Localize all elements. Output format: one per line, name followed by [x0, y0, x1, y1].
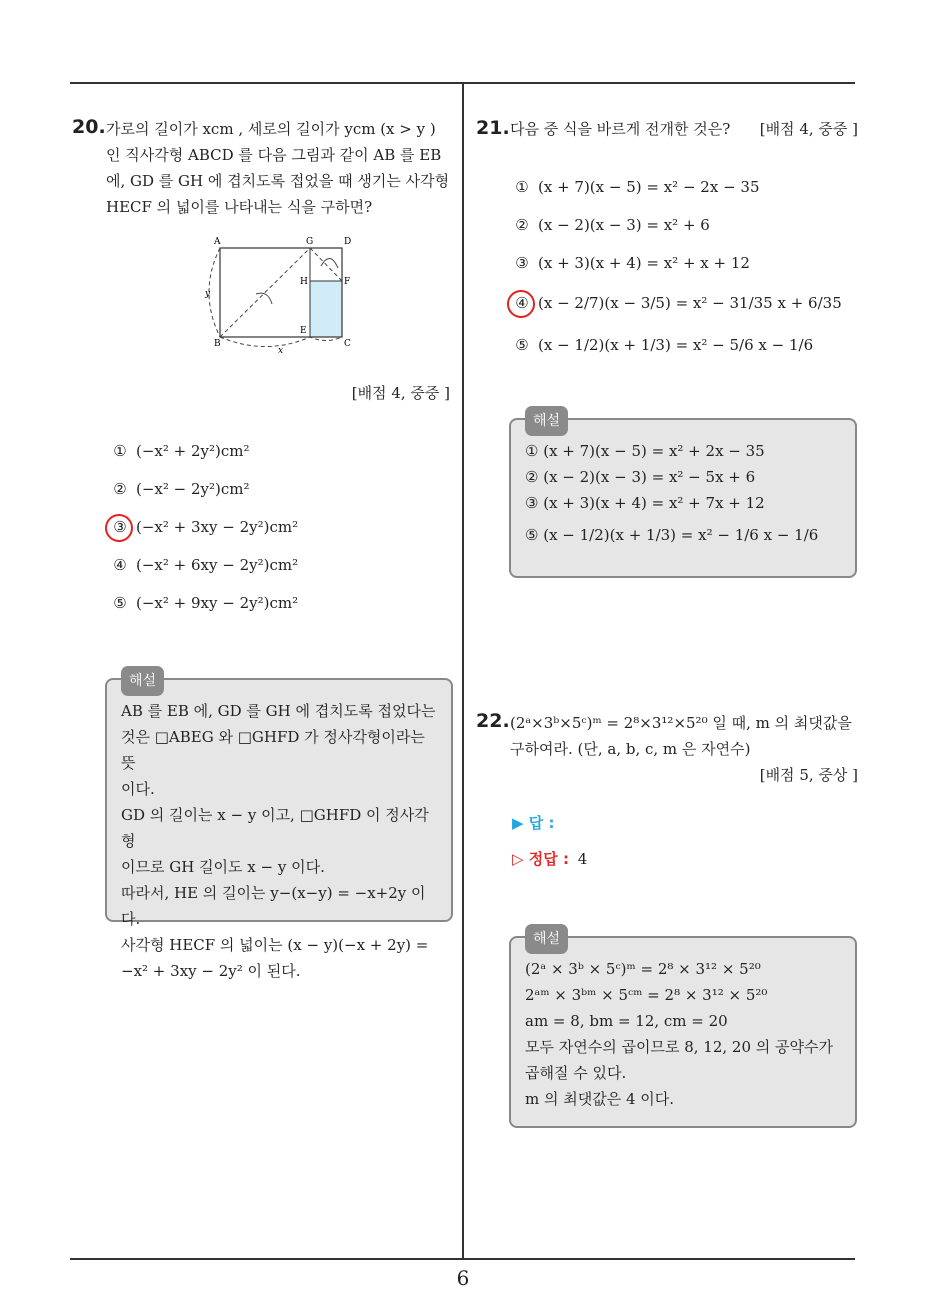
label-b: B	[214, 339, 221, 349]
solution-line: 이다.	[121, 780, 155, 798]
label-d: D	[344, 237, 352, 247]
label-e: E	[300, 326, 307, 336]
highlight-hecf	[310, 281, 342, 337]
question-line: 인 직사각형 ABCD 를 다음 그림과 같이 AB 를 EB	[106, 146, 442, 164]
choice-1[interactable]: ① (x + 7)(x − 5) = x² − 2x − 35	[515, 178, 760, 196]
fold-line-gf	[310, 248, 342, 281]
correct-answer	[512, 848, 587, 869]
choice-3[interactable]: ③ (−x² + 3xy − 2y²)cm²	[108, 508, 448, 546]
solution-line: AB 를 EB 에, GD 를 GH 에 겹치도록 접었다는	[121, 702, 436, 720]
solution-box-22	[509, 931, 857, 1128]
question-line: 에, GD 를 GH 에 겹치도록 접었을 때 생기는 사각형	[106, 172, 450, 190]
arc-diag	[256, 293, 272, 304]
question-text	[510, 710, 852, 736]
solution-line: 2ᵃᵐ × 3ᵇᵐ × 5ᶜᵐ = 2⁸ × 3¹² × 5²⁰	[525, 986, 768, 1004]
question-text: 다음 중 식을 바르게 전개한 것은?	[510, 120, 731, 138]
solution-line: 이므로 GH 길이도 x − y 이다.	[121, 858, 325, 876]
choice-2[interactable]: ② (x − 2)(x − 3) = x² + 6	[515, 216, 710, 234]
question-number: 22.	[476, 710, 510, 732]
points-20: [배점 4, 중중 ]	[351, 384, 450, 402]
question-text	[106, 116, 454, 142]
solution-box-21	[509, 413, 857, 578]
label-h: H	[300, 277, 308, 287]
points-22: [배점 5, 중상 ]	[759, 766, 858, 784]
question-line: 가로의 길이가 xcm , 세로의 길이가 ycm (x > y )	[106, 120, 436, 138]
choice-1[interactable]: ① (−x² + 2y²)cm²	[113, 442, 250, 460]
arc-left	[209, 248, 220, 337]
arc-corner	[321, 258, 338, 268]
rectangle-fold-figure	[196, 232, 366, 356]
label-x: x	[278, 346, 284, 356]
solution-box-20	[105, 673, 453, 980]
question-line: (2ᵃ×3ᵇ×5ᶜ)ᵐ = 2⁸×3¹²×5²⁰ 일 때, m 의 최댓값을	[510, 714, 852, 732]
answer-field[interactable]: ▶ 답 :	[512, 814, 555, 832]
question-number: 20.	[72, 116, 106, 138]
fold-line-bg	[220, 248, 310, 337]
question-22	[476, 710, 858, 788]
choice-3[interactable]: ③ (x + 3)(x + 4) = x² + x + 12	[515, 254, 750, 272]
column-divider	[462, 82, 464, 1260]
choice-4[interactable]: ④ (−x² + 6xy − 2y²)cm²	[113, 556, 299, 574]
label-g: G	[306, 237, 314, 247]
solution-tag: 해설	[525, 406, 568, 436]
question-number: 21.	[476, 117, 510, 139]
choices-20	[108, 432, 448, 622]
solution-line: GD 의 길이는 x − y 이고, □GHFD 이 정사각형	[121, 806, 429, 850]
question-20	[72, 116, 454, 220]
solution-line: 모두 자연수의 곱이므로 8, 12, 20 의 공약수가	[525, 1038, 833, 1056]
solution-line: 사각형 HECF 의 넓이는 (x − y)(−x + 2y) =	[121, 936, 429, 954]
solution-tag: 해설	[121, 666, 164, 696]
question-line: HECF 의 넓이를 나타내는 식을 구하면?	[106, 198, 373, 216]
selected-circle-icon	[507, 290, 535, 318]
solution-tag: 해설	[525, 924, 568, 954]
choices-21	[510, 168, 850, 366]
correct-label: ▷ 정답 :	[512, 850, 569, 868]
solution-line: ③ (x + 3)(x + 4) = x² + 7x + 12	[525, 494, 765, 512]
label-a: A	[214, 237, 221, 247]
solution-line: ① (x + 7)(x − 5) = x² + 2x − 35	[525, 442, 765, 460]
selected-circle-icon	[105, 514, 133, 542]
bottom-rule	[70, 1258, 855, 1260]
question-21	[476, 116, 858, 142]
points-21: [배점 4, 중중 ]	[759, 120, 858, 138]
solution-line: m 의 최댓값은 4 이다.	[525, 1090, 675, 1108]
correct-value: 4	[577, 850, 588, 868]
solution-line: ② (x − 2)(x − 3) = x² − 5x + 6	[525, 468, 756, 486]
label-c: C	[344, 339, 351, 349]
choice-5[interactable]: ⑤ (−x² + 9xy − 2y²)cm²	[113, 594, 299, 612]
solution-line: am = 8, bm = 12, cm = 20	[525, 1012, 728, 1030]
question-text-cont	[106, 142, 454, 220]
solution-line: 곱해질 수 있다.	[525, 1064, 627, 1082]
label-f: F	[344, 277, 351, 287]
solution-line: 것은 □ABEG 와 □GHFD 가 정사각형이라는 뜻	[121, 728, 425, 772]
page-number: 6	[456, 1266, 470, 1290]
solution-line: −x² + 3xy − 2y² 이 된다.	[121, 962, 301, 980]
choice-2[interactable]: ② (−x² − 2y²)cm²	[113, 480, 250, 498]
choice-5[interactable]: ⑤ (x − 1/2)(x + 1/3) = x² − 5/6 x − 1/6	[515, 336, 814, 354]
question-line: 구하여라. (단, a, b, c, m 은 자연수)	[510, 740, 751, 758]
label-y: y	[205, 289, 211, 299]
choice-4[interactable]: ④ (x − 2/7)(x − 3/5) = x² − 31/35 x + 6/35	[510, 282, 850, 324]
solution-line: (2ᵃ × 3ᵇ × 5ᶜ)ᵐ = 2⁸ × 3¹² × 5²⁰	[525, 960, 761, 978]
solution-line: ⑤ (x − 1/2)(x + 1/3) = x² − 1/6 x − 1/6	[525, 526, 819, 544]
solution-line: 따라서, HE 의 길이는 y−(x−y) = −x+2y 이다.	[121, 884, 426, 928]
